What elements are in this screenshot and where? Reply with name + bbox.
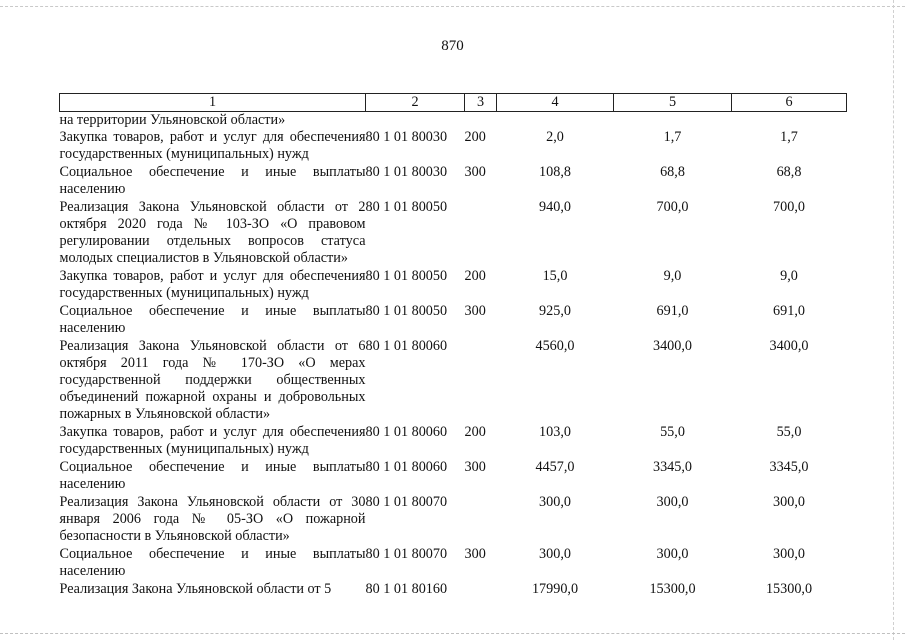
continuation-row: [60, 112, 847, 130]
row-type: 300: [464, 459, 486, 475]
column-header-5: 5: [614, 94, 732, 112]
table-row: [60, 546, 847, 581]
row-code: 80 1 01 80030: [365, 164, 448, 180]
table-row: [60, 494, 847, 546]
row-type: 300: [464, 546, 486, 562]
row-name: Реализация Закона Ульяновской области от 6 октября 2011 года № 170-ЗО «О мерах государственной поддержки общественных объединений пожарной охраны и добровольных пожарных в Ульяновской области»: [59, 338, 366, 422]
row-value-6: 300,0: [773, 546, 805, 562]
budget-table: [59, 93, 847, 599]
row-value-4: 108,8: [539, 164, 571, 180]
column-header-6: 6: [732, 94, 847, 112]
row-value-4: 300,0: [539, 494, 571, 510]
row-value-5: 68,8: [660, 164, 685, 180]
row-value-5: 300,0: [656, 546, 689, 562]
table-row: [60, 338, 847, 424]
table-header: [60, 94, 847, 112]
row-value-4: 925,0: [539, 303, 571, 319]
row-value-4: 15,0: [542, 268, 568, 284]
row-type: 300: [464, 164, 486, 180]
row-value-4: 4457,0: [535, 459, 575, 475]
row-code: 80 1 01 80160: [365, 581, 448, 597]
row-value-6: 700,0: [773, 199, 805, 215]
column-header-3: 3: [465, 94, 497, 112]
row-name: Социальное обеспечение и иные выплаты населению: [59, 459, 366, 492]
scan-artifact-bottom: [0, 633, 905, 635]
row-value-6: 15300,0: [765, 581, 813, 597]
header-row: [60, 94, 847, 112]
row-value-5: 1,7: [663, 129, 682, 145]
table-row: [60, 303, 847, 338]
row-type: [465, 338, 497, 424]
row-name: Закупка товаров, работ и услуг для обеспечения государственных (муниципальных) нужд: [59, 268, 366, 301]
row-value-5: 55,0: [660, 424, 685, 440]
table-row: [60, 129, 847, 164]
row-type: [465, 494, 497, 546]
row-value-6: 3345,0: [769, 459, 809, 475]
row-code: 80 1 01 80030: [365, 129, 448, 145]
row-value-5: 3400,0: [652, 338, 692, 354]
row-type: 200: [464, 424, 486, 440]
row-name: Социальное обеспечение и иные выплаты населению: [59, 546, 366, 579]
page-number: 870: [441, 38, 464, 54]
row-code: 80 1 01 80050: [365, 199, 448, 215]
row-name: Социальное обеспечение и иные выплаты населению: [59, 164, 366, 197]
table-row: [60, 459, 847, 494]
row-value-6: 300,0: [773, 494, 805, 510]
row-value-6: 68,8: [776, 164, 802, 180]
table-row: [60, 199, 847, 268]
row-code: 80 1 01 80060: [365, 459, 448, 475]
row-value-5: 300,0: [656, 494, 689, 510]
row-name: Социальное обеспечение и иные выплаты населению: [59, 303, 366, 336]
row-code: 80 1 01 80060: [365, 424, 448, 440]
row-type: [465, 199, 497, 268]
row-value-4: 17990,0: [531, 581, 579, 597]
row-value-6: 1,7: [780, 129, 798, 145]
row-type: 300: [464, 303, 486, 319]
table-row: [60, 268, 847, 303]
row-value-6: 9,0: [780, 268, 798, 284]
row-value-5: 3345,0: [652, 459, 692, 475]
row-value-5: 15300,0: [649, 581, 696, 597]
row-value-4: 300,0: [539, 546, 571, 562]
scan-artifact-right: [893, 0, 895, 640]
row-name: Реализация Закона Ульяновской области от 30 января 2006 года № 05-ЗО «О пожарной безопасности в Ульяновской области»: [59, 494, 366, 544]
row-name: Закупка товаров, работ и услуг для обеспечения государственных (муниципальных) нужд: [59, 129, 366, 162]
row-name: Закупка товаров, работ и услуг для обеспечения государственных (муниципальных) нужд: [59, 424, 366, 457]
row-value-6: 691,0: [773, 303, 805, 319]
scan-artifact-top: [0, 6, 905, 8]
row-code: 80 1 01 80050: [365, 303, 448, 319]
continuation-text: на территории Ульяновской области»: [59, 112, 286, 128]
row-type: [465, 581, 497, 599]
row-value-4: 4560,0: [535, 338, 575, 354]
row-code: 80 1 01 80060: [365, 338, 448, 354]
row-value-5: 9,0: [663, 268, 682, 284]
column-header-2: 2: [366, 94, 465, 112]
row-code: 80 1 01 80070: [365, 494, 448, 510]
row-value-5: 700,0: [656, 199, 689, 215]
table-body: [60, 112, 847, 600]
table-row: [60, 581, 847, 599]
row-name: Реализация Закона Ульяновской области от 2 октября 2020 года № 103-ЗО «О правовом регулировании отдельных вопросов статуса молодых специалистов в Ульяновской области»: [59, 199, 366, 266]
row-code: 80 1 01 80070: [365, 546, 448, 562]
table-row: [60, 164, 847, 199]
row-type: 200: [464, 268, 486, 284]
table-row: [60, 424, 847, 459]
row-value-4: 103,0: [539, 424, 571, 440]
row-name: Реализация Закона Ульяновской области от 5: [59, 581, 332, 597]
row-value-4: 940,0: [539, 199, 571, 215]
row-value-4: 2,0: [546, 129, 564, 145]
row-value-6: 3400,0: [769, 338, 809, 354]
row-code: 80 1 01 80050: [365, 268, 448, 284]
column-header-1: 1: [60, 94, 366, 112]
column-header-4: 4: [497, 94, 614, 112]
row-value-6: 55,0: [776, 424, 802, 440]
row-type: 200: [464, 129, 486, 145]
row-value-5: 691,0: [656, 303, 689, 319]
